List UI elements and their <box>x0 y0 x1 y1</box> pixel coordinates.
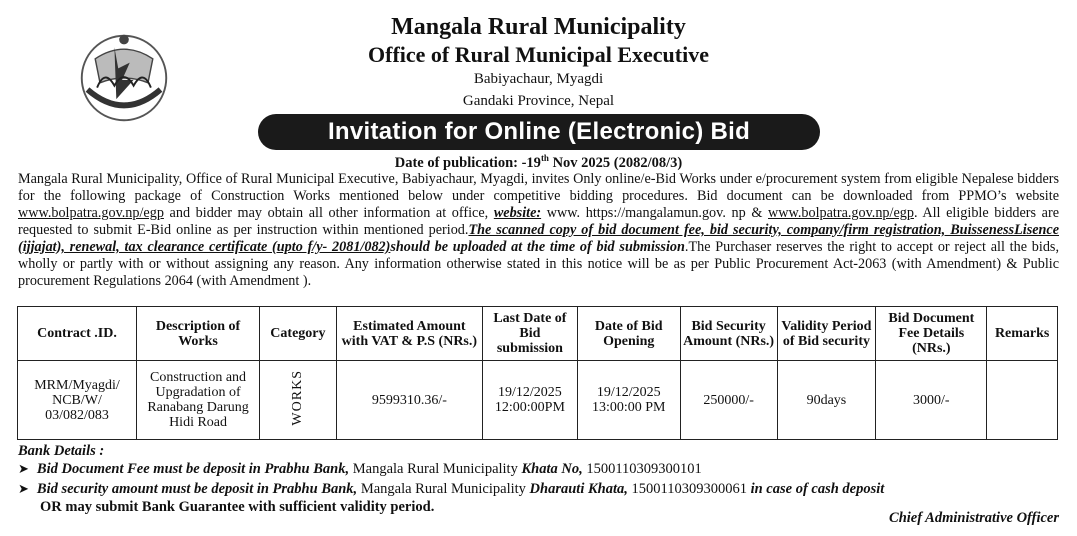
header-bid-security: Bid Security Amount (NRs.) <box>680 307 777 361</box>
cell-opening-date: 19/12/2025 13:00:00 PM <box>577 361 680 440</box>
header-description: Description of Works <box>137 307 260 361</box>
header-doc-fee: Bid Document Fee Details (NRs.) <box>876 307 987 361</box>
address-line-2: Gandaki Province, Nepal <box>462 93 615 109</box>
table-header-row <box>18 307 1058 361</box>
header-estimated-amount: Estimated Amount with VAT & P.S (NRs.) <box>336 307 482 361</box>
header-opening-date: Date of Bid Opening <box>577 307 680 361</box>
bank-details-title: Bank Details : <box>18 443 105 459</box>
bolpatra-link-1[interactable]: www.bolpatra.gov.np/egp <box>18 205 164 221</box>
category-vertical-text: WORKS <box>290 370 306 426</box>
cell-contract-id: MRM/Myagdi/ NCB/W/ 03/082/083 <box>18 361 137 440</box>
cell-category <box>260 361 337 440</box>
bid-table <box>17 306 1058 440</box>
cell-doc-fee: 3000/- <box>876 361 987 440</box>
header-last-date: Last Date of Bid submission <box>483 307 578 361</box>
cell-bid-security: 250000/- <box>680 361 777 440</box>
table-row <box>18 361 1058 440</box>
header-validity: Validity Period of Bid security <box>777 307 876 361</box>
bolpatra-link-2[interactable]: www.bolpatra.gov.np/egp <box>768 205 914 221</box>
header-category: Category <box>260 307 337 361</box>
website-label: website: <box>493 205 542 221</box>
bank-line-bid-security: ➤ Bid security amount must be deposit in Prabhu Bank, Mangala Rural Municipality Dharauti Khata, 1500110309300061 in case of cash deposit OR may submit Bank Guarantee with sufficient validity period. <box>18 481 885 515</box>
publication-date: Date of publication: -19th Nov 2025 (2082/08/3) <box>394 153 683 171</box>
cell-validity: 90days <box>777 361 876 440</box>
header-contract-id: Contract .ID. <box>18 307 137 361</box>
header-remarks: Remarks <box>987 307 1058 361</box>
arrow-bullet-icon: ➤ <box>18 461 29 476</box>
address-line-1: Babiyachaur, Myagdi <box>473 71 604 87</box>
scanned-copy-note: The scanned copy of bid document fee, bid security, company/firm registration, BuissenessLisence (ijjajat), renewal, tax clearance certificate (upto f/y- 2081/082) <box>18 222 1059 255</box>
upload-note: should be uploaded at the time of bid submission <box>390 239 685 255</box>
notice-body: Mangala Rural Municipality, Office of Rural Municipal Executive, Babiyachaur, Myagdi, invites Only online/e-Bid Works under e/procurement system from eligible Nepalese bidders for the following package of Construction Works mentioned below under competitive bidding procedures. Bid document can be downloaded from PPMO’s website www.bolpatra.gov.np/egp and bidder may obtain all other information at office, website: www. https://mangalamun.gov. np & www.bolpatra.gov.np/egp. All eligible bidders are requested to submit E-Bid online as per instruction within mentioned period.The scanned copy of bid document fee, bid security, company/firm registration, BuissenessLisence (ijjajat), renewal, tax clearance certificate (upto f/y- 2081/082)should be uploaded at the time of bid submission.The Purchaser reserves the right to accept or reject all the bids, wholly or partly with or without assigning any reason. Any information otherwise stated in this notice will be as per Public Procurement Act-2063 (with Amendment) & Public procurement Regulations 2064 (with Amendment ). <box>18 171 1060 289</box>
notice-title-banner: Invitation for Online (Electronic) Bid <box>258 114 820 150</box>
office-name: Office of Rural Municipal Executive <box>368 42 709 67</box>
bank-line-doc-fee: ➤ Bid Document Fee must be deposit in Prabhu Bank, Mangala Rural Municipality Khata No, 1500110309300101 <box>18 461 702 477</box>
cell-last-date: 19/12/2025 12:00:00PM <box>483 361 578 440</box>
municipality-name: Mangala Rural Municipality <box>391 14 686 40</box>
cell-description: Construction and Upgradation of Ranabang Darung Hidi Road <box>137 361 260 440</box>
signature-title: Chief Administrative Officer <box>889 510 1059 526</box>
cell-remarks <box>987 361 1058 440</box>
cell-estimated-amount: 9599310.36/- <box>336 361 482 440</box>
arrow-bullet-icon: ➤ <box>18 481 29 496</box>
